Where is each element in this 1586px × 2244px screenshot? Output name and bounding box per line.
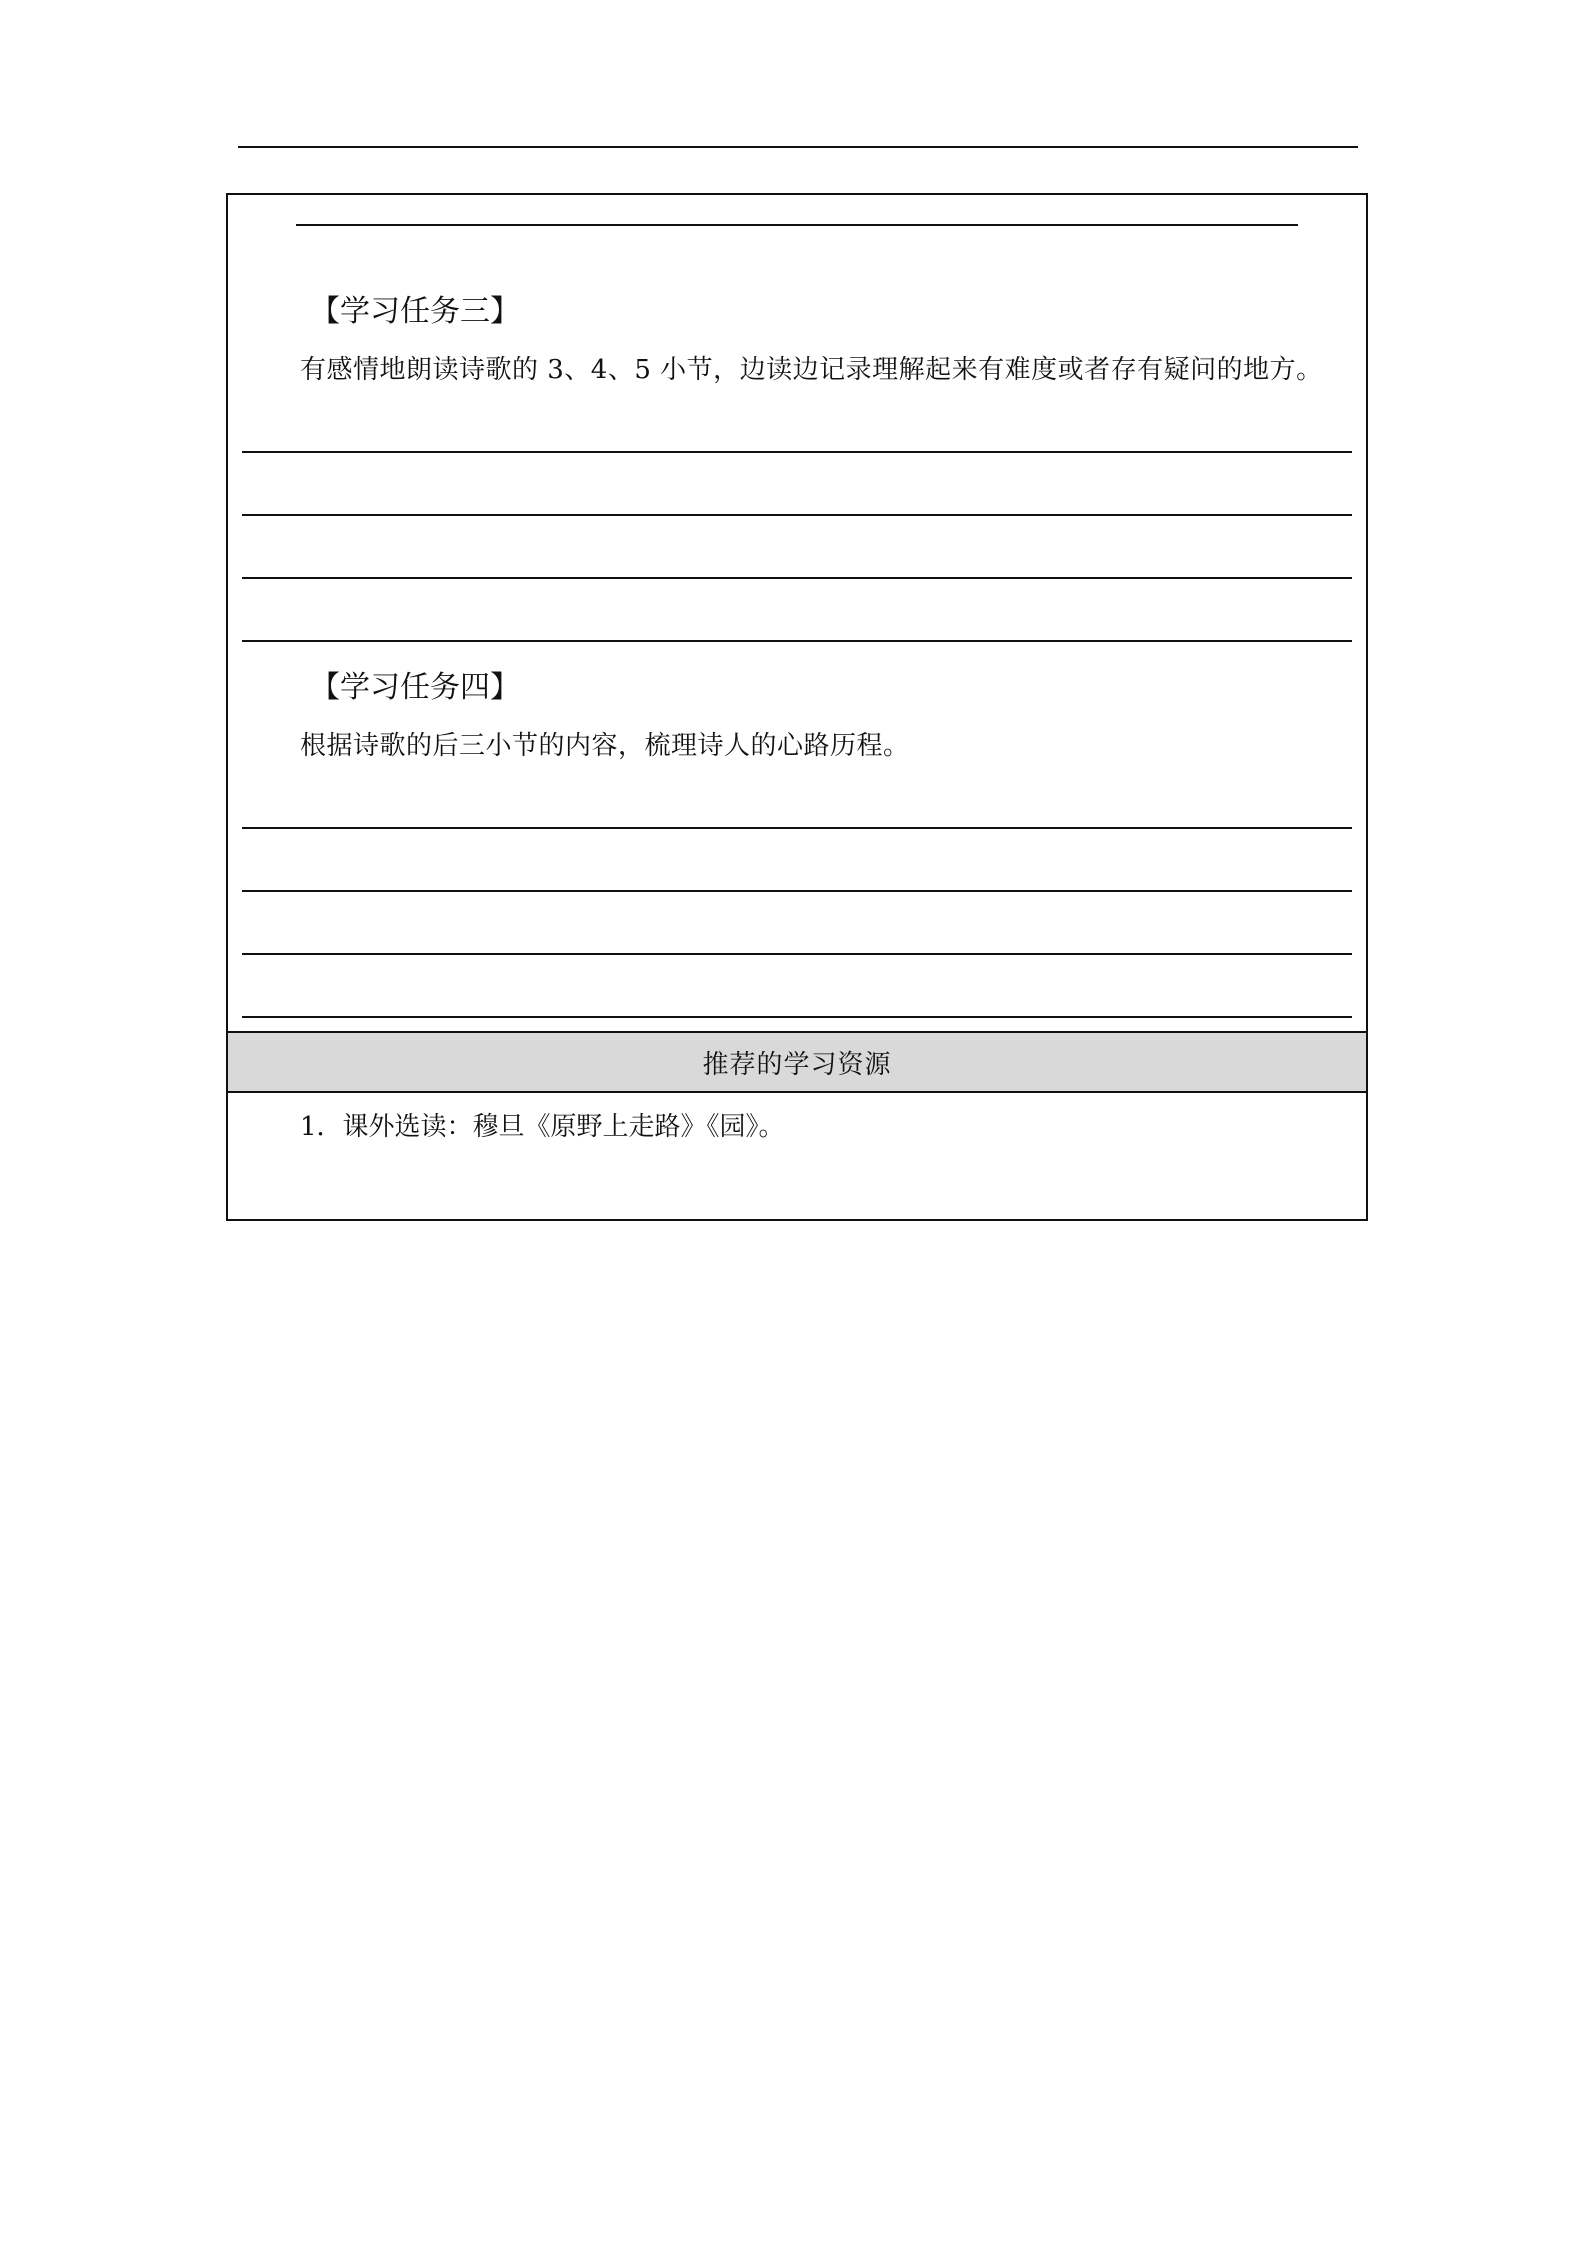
page-header-rule: [238, 146, 1358, 148]
task4-answer-line[interactable]: [242, 953, 1352, 955]
task3-answer-line[interactable]: [242, 577, 1352, 579]
task3-heading: 【学习任务三】: [310, 294, 520, 329]
task4-instruction: 根据诗歌的后三小节的内容，梳理诗人的心路历程。: [300, 731, 910, 761]
task3-answer-line[interactable]: [242, 640, 1352, 642]
task4-answer-line[interactable]: [242, 1016, 1352, 1018]
worksheet-table: [226, 193, 1368, 1221]
previous-answer-line[interactable]: [296, 224, 1298, 226]
task4-answer-line[interactable]: [242, 890, 1352, 892]
resource-item: 1．课外选读：穆旦《原野上走路》《园》。: [300, 1112, 785, 1142]
task3-answer-line[interactable]: [242, 514, 1352, 516]
task3-answer-line[interactable]: [242, 451, 1352, 453]
resources-header: [228, 1031, 1366, 1093]
task4-answer-line[interactable]: [242, 827, 1352, 829]
task3-instruction: 有感情地朗读诗歌的 3、4、5 小节，边读边记录理解起来有难度或者存有疑问的地方。: [300, 355, 1323, 385]
resources-title: 推荐的学习资源: [702, 1049, 892, 1080]
task4-heading: 【学习任务四】: [310, 670, 520, 705]
